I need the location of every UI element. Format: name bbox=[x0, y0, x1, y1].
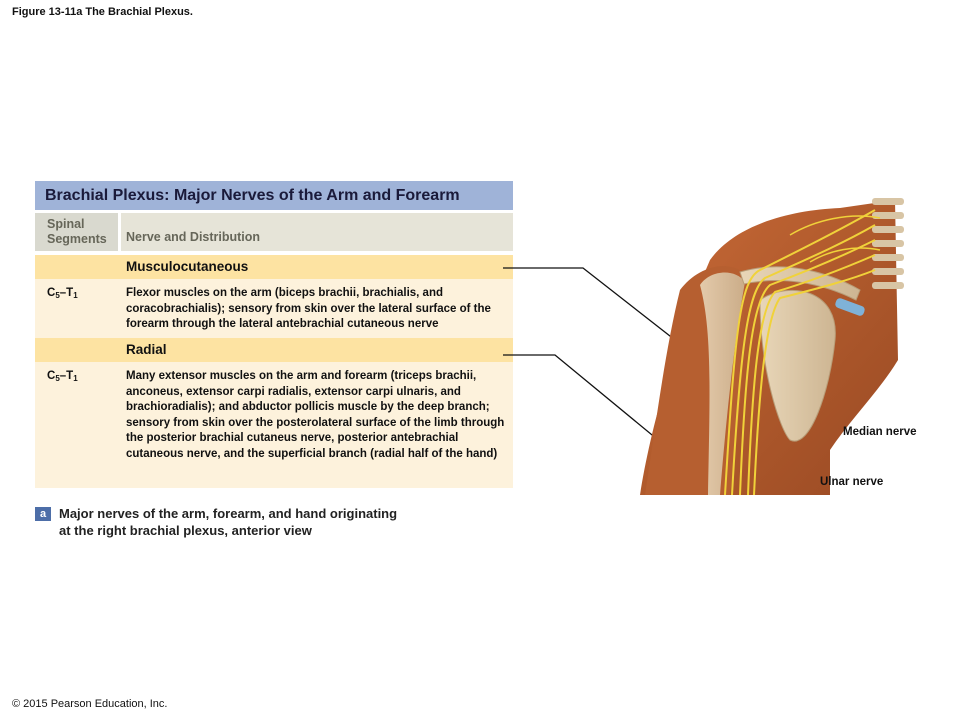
segment-c: C bbox=[47, 370, 56, 382]
arm-anatomy-illustration bbox=[640, 190, 910, 495]
label-median-nerve: Median nerve bbox=[843, 426, 917, 438]
segment-c: C bbox=[47, 287, 56, 299]
copyright-notice: © 2015 Pearson Education, Inc. bbox=[12, 698, 168, 710]
nerve-name-musculocutaneous: Musculocutaneous bbox=[35, 255, 513, 279]
segment-c-sub: 5 bbox=[55, 291, 60, 300]
column-header-segments-line2: Segments bbox=[47, 232, 107, 246]
nerve-name-radial: Radial bbox=[35, 338, 513, 362]
column-header-segments-line1: Spinal bbox=[47, 217, 85, 231]
segment-t-sub: 1 bbox=[73, 291, 78, 300]
panel-badge: a bbox=[35, 507, 51, 521]
segment-t: –T bbox=[59, 287, 74, 299]
segment-t: –T bbox=[59, 370, 74, 382]
nerve-distribution: Many extensor muscles on the arm and forearm (triceps brachii, anconeus, extensor carpi radialis, extensor carpi ulnaris, and brachioradialis); and abductor pollicis muscle by the deep branch; sensory from skin over the posterolateral surface of the limb through the posterior brachial cutaneus nerve, posterior antebrachial cutaneous nerve, and the superficial branch (radial half of the hand) bbox=[126, 370, 505, 460]
figure-title: Figure 13-11a The Brachial Plexus. bbox=[12, 6, 193, 18]
caption-line-2: at the right brachial plexus, anterior view bbox=[59, 523, 312, 538]
nerve-distribution: Flexor muscles on the arm (biceps brachii, brachialis, and coracobrachialis); sensory from skin over the lateral surface of the forearm through the lateral antebrachial cutaneous nerve bbox=[126, 287, 491, 331]
column-header-distribution: Nerve and Distribution bbox=[121, 213, 513, 251]
segment-c-sub: 5 bbox=[55, 374, 60, 383]
segment-t-sub: 1 bbox=[73, 374, 78, 383]
label-ulnar-nerve: Ulnar nerve bbox=[820, 476, 884, 488]
caption-line-1: Major nerves of the arm, forearm, and hand originating bbox=[59, 506, 398, 521]
table-title: Brachial Plexus: Major Nerves of the Arm and Forearm bbox=[35, 181, 513, 210]
